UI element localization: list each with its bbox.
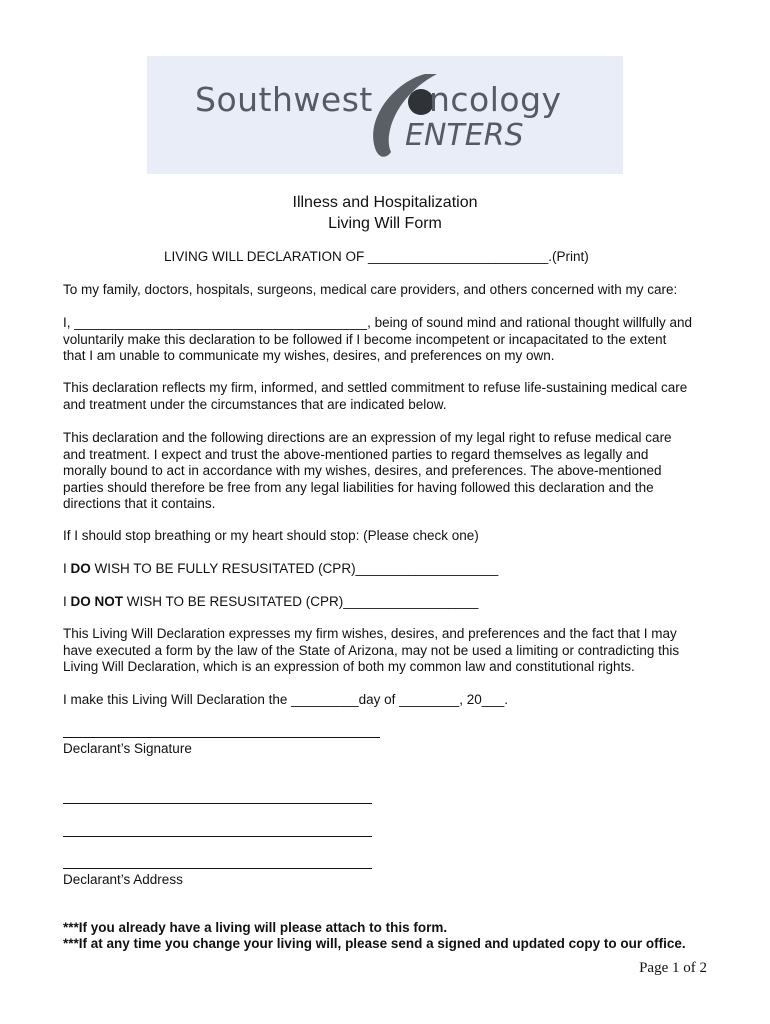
note-send-updated-copy: ***If at any time you change your living will, please send a signed and updated copy to our office. <box>63 936 686 951</box>
logo-word-centers: ENTERS <box>405 118 524 153</box>
legal-right-paragraph <box>63 430 713 513</box>
signature-line[interactable] <box>63 737 380 738</box>
option-do-resuscitate[interactable] <box>63 561 713 578</box>
paragraph-line: morally bound to act in accordance with my wishes, desires, and preferences. The above-mentioned <box>63 463 662 478</box>
date-line: I make this Living Will Declaration the _________day of ________, 20___. <box>63 692 509 707</box>
logo-word-southwest: Southwest <box>195 80 373 119</box>
paragraph-line: This declaration and the following directions are an expression of my legal right to refuse medical care <box>63 430 672 445</box>
check-prompt: If I should stop breathing or my heart should stop: (Please check one) <box>63 528 479 543</box>
option-text: WISH TO BE RESUSITATED (CPR)__________________ <box>123 594 479 609</box>
addressee-text: To my family, doctors, hospitals, surgeons, medical care providers, and others concerned with my care: <box>63 282 678 297</box>
intro-paragraph <box>63 315 713 365</box>
option-prefix: I <box>63 561 71 576</box>
option-prefix: I <box>63 594 71 609</box>
option-emphasis: DO NOT <box>70 594 124 609</box>
paragraph-line: and treatment under the circumstances that are indicated below. <box>63 396 447 412</box>
paragraph-line: This Living Will Declaration expresses my firm wishes, desires, and preferences and the fact that I may <box>63 626 677 641</box>
logo-word-oncology: ncology <box>429 80 562 119</box>
address-label: Declarant’s Address <box>63 872 183 887</box>
signature-label: Declarant’s Signature <box>63 741 192 756</box>
paragraph-line: have executed a form by the law of the State of Arizona, may not be used a limiting or contradicting this <box>63 642 680 658</box>
paragraph-line: that I am unable to communicate my wishes, desires, and preferences on my own. <box>63 348 555 363</box>
option-emphasis: DO <box>70 561 91 576</box>
arizona-paragraph <box>63 626 713 676</box>
declaration-of-line: LIVING WILL DECLARATION OF ________________________.(Print) <box>164 249 589 264</box>
option-do-not-resuscitate[interactable] <box>63 594 713 611</box>
note-attach-living-will: ***If you already have a living will please attach to this form. <box>63 920 448 935</box>
page-title-line2: Living Will Form <box>328 215 442 232</box>
paragraph-line: Living Will Declaration, which is an expression of both my common law and constitutional rights. <box>63 659 635 674</box>
page-number: Page 1 of 2 <box>639 960 707 976</box>
paragraph-line: directions that it contains. <box>63 496 216 511</box>
paragraph-line: parties should therefore be free from any legal liabilities for having followed this declaration and the <box>63 479 654 495</box>
paragraph-line: This declaration reflects my firm, informed, and settled commitment to refuse life-sustaining medical care <box>63 380 688 395</box>
option-text: WISH TO BE FULLY RESUSITATED (CPR)___________________ <box>90 561 499 576</box>
commitment-paragraph <box>63 380 713 413</box>
page-title-line1: Illness and Hospitalization <box>292 194 478 211</box>
address-line-1[interactable] <box>63 803 372 804</box>
paragraph-line: I, _______________________________________, being of sound mind and rational thought willfully and <box>63 315 693 330</box>
logo <box>147 56 623 174</box>
paragraph-line: and treatment. I expect and trust the above-mentioned parties to regard themselves as legally and <box>63 446 649 462</box>
paragraph-line: voluntarily make this declaration to be followed if I become incompetent or incapacitated to the extent <box>63 331 667 347</box>
address-line-2[interactable] <box>63 836 372 837</box>
address-line-3[interactable] <box>63 868 372 869</box>
